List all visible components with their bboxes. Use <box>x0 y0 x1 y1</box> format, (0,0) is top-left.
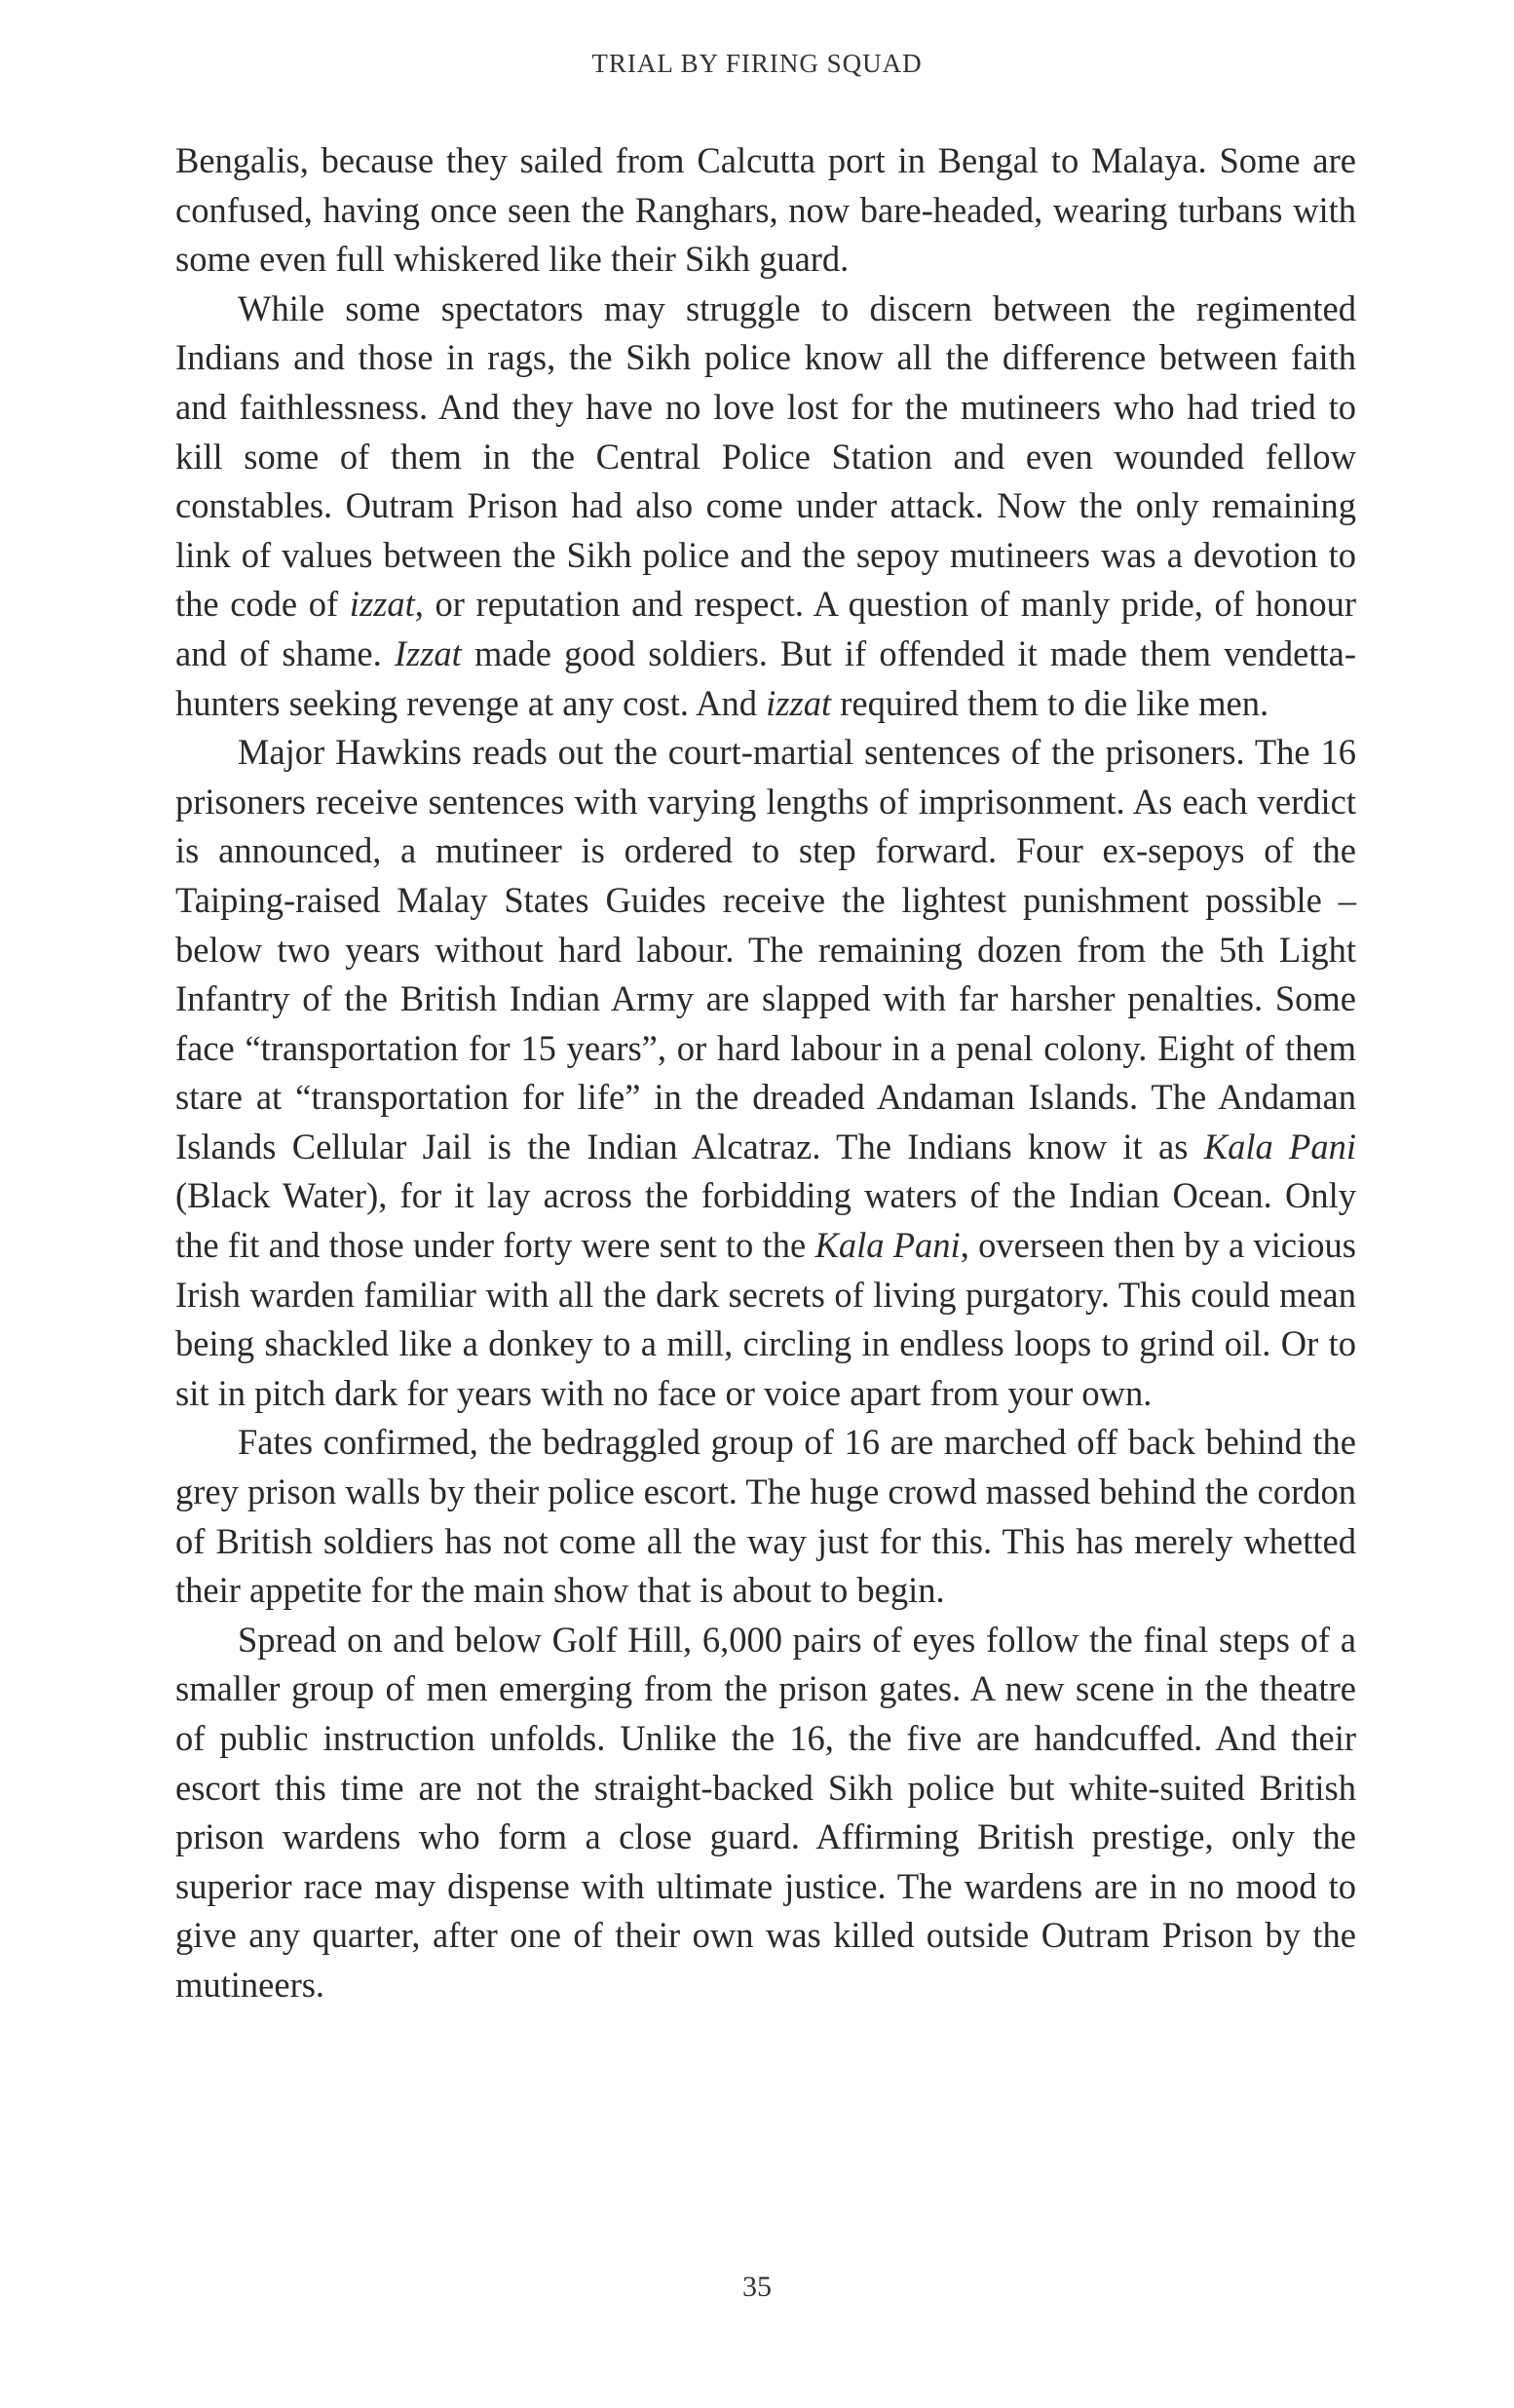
term-izzat: izzat <box>766 682 832 723</box>
paragraph-4: Fates confirmed, the bedraggled group of 16 are marched off back behind the grey prison walls by their police escort. The huge crowd massed behind the cordon of British soldiers has not come all the way just for this. This has merely whetted their appetite for the main show that is about to begin. <box>175 1422 1356 1611</box>
paragraph-3-text-a: Major Hawkins reads out the court-martial sentences of the prisoners. The 16 prisoners receive sentences with varying lengths of imprisonment. As each verdict is announced, a mutineer is ordered to step forward. Four ex-sepoys of the Taiping-raised Malay States Guides receive the lightest punishment possible – below two years without hard labour. The remaining dozen from the 5th Light Infantry of the British Indian Army are slapped with far harsher penalties. Some face “transportation for 15 years”, or hard labour in a penal colony. Eight of them stare at “transportation for life” in the dreaded Andaman Islands. The Andaman Islands Cellular Jail is the Indian Alcatraz. The Indians know it as <box>175 732 1356 1166</box>
paragraph-3-text-c: , overseen then by a vicious Irish warden familiar with all the dark secrets of living purgatory. This could mean being shackled like a donkey to a mill, circling in endless loops to grind oil. Or to sit in pitch dark for years with no face or voice apart from your own. <box>175 1225 1356 1413</box>
term-izzat: Izzat <box>394 632 462 673</box>
paragraph-2-text-a: While some spectators may struggle to discern between the regimented Indians and those in rags, the Sikh police know all the difference between faith and faithlessness. And they have no love lost for the mutineers who had tried to kill some of them in the Central Police Station and even wounded fellow constables. Outram Prison had also come under attack. Now the only remaining link of values between the Sikh police and the sepoy mutineers was a devotion to the code of <box>175 287 1356 625</box>
paragraph-2 <box>175 285 1356 728</box>
paragraph-3 <box>175 728 1356 1418</box>
term-kala-pani: Kala Pani <box>814 1225 961 1266</box>
body-text <box>175 136 1356 2010</box>
paragraph-1: Bengalis, because they sailed from Calcutta port in Bengal to Malaya. Some are confused, having once seen the Ranghars, now bare-headed, wearing turbans with some even full whiskered like their Sikh guard. <box>175 140 1356 280</box>
term-kala-pani: Kala Pani <box>1203 1126 1356 1166</box>
term-izzat: izzat <box>349 584 415 625</box>
paragraph-2-text-d: required them to die like men. <box>831 682 1269 723</box>
running-title: TRIAL BY FIRING SQUAD <box>591 49 923 78</box>
paragraph-3-text-b: (Black Water), for it lay across the forbidding waters of the Indian Ocean. Only the fit and those under forty were sent to the <box>175 1175 1356 1266</box>
page-number: 35 <box>742 2271 772 2303</box>
paragraph-2-text-b: , or reputation and respect. A question of manly pride, of honour and of shame. <box>175 584 1356 673</box>
paragraph-5: Spread on and below Golf Hill, 6,000 pairs of eyes follow the final steps of a smaller group of men emerging from the prison gates. A new scene in the theatre of public instruction unfolds. Unlike the 16, the five are handcuffed. And their escort this time are not the straight-backed Sikh police but white-suited British prison wardens who form a close guard. Affirming British prestige, only the superior race may dispense with ultimate justice. The wardens are in no mood to give any quarter, after one of their own was killed outside Outram Prison by the mutineers. <box>175 1619 1356 2005</box>
paragraph-2-text-c: made good soldiers. But if offended it made them vendetta-hunters seeking revenge at any cost. And <box>175 632 1356 723</box>
